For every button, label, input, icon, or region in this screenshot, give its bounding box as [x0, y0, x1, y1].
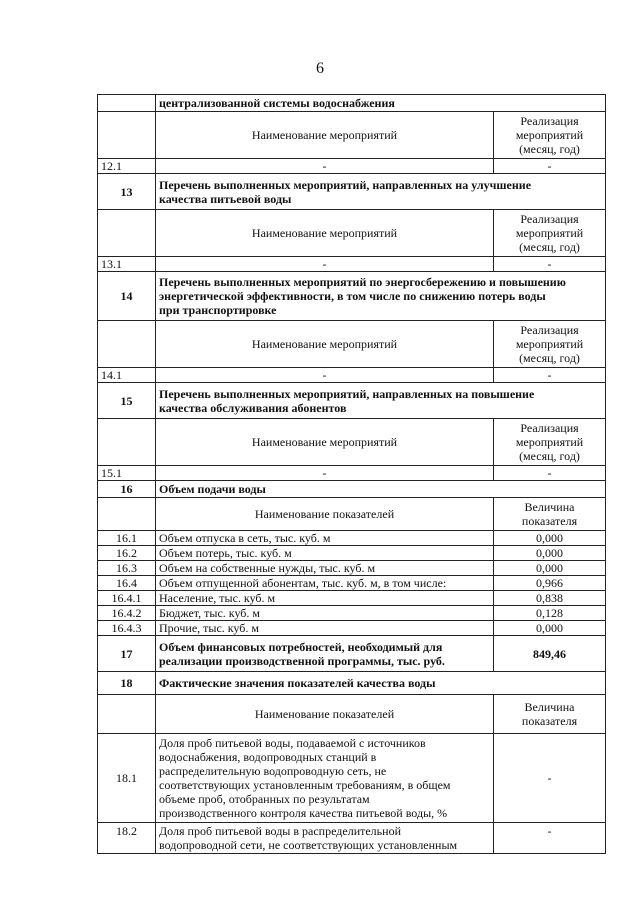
header-measures: Наименование мероприятий — [156, 321, 494, 368]
row-number: 16.2 — [98, 546, 156, 561]
dash-cell: - — [156, 368, 494, 383]
row-name: Бюджет, тыс. куб. м — [156, 606, 494, 621]
row-name: Доля проб питьевой воды в распределительной водопроводной сети, не соответствующих установленным — [156, 823, 494, 854]
row-value: 0,966 — [494, 576, 606, 591]
section-number: 16 — [98, 481, 156, 498]
dash-cell: - — [494, 734, 606, 823]
indicator-header-row — [98, 498, 606, 531]
section-title: Перечень выполненных мероприятий по энергосбережению и повышению энергетической эффективности, в том числе по снижению потерь воды при транспортировке — [156, 272, 606, 321]
row-15-1 — [98, 466, 606, 481]
row-value: 0,000 — [494, 546, 606, 561]
table-row — [98, 561, 606, 576]
section-16-title-row — [98, 481, 606, 498]
row-number: 16.4.2 — [98, 606, 156, 621]
section-13-title-row — [98, 174, 606, 210]
empty-num-cell — [98, 210, 156, 257]
row-number: 16.4.1 — [98, 591, 156, 606]
section-18-title-row — [98, 672, 606, 695]
row-value: 0,000 — [494, 561, 606, 576]
section-number: 14 — [98, 272, 156, 321]
continuation-row — [98, 95, 606, 112]
row-number: 18.2 — [98, 823, 156, 854]
row-number: 13.1 — [98, 257, 156, 272]
continuation-title: централизованной системы водоснабжения — [156, 95, 606, 112]
row-18-2 — [98, 823, 606, 854]
row-name: Прочие, тыс. куб. м — [156, 621, 494, 636]
section-number: 15 — [98, 383, 156, 419]
header-row — [98, 321, 606, 368]
table-row — [98, 606, 606, 621]
header-value: Величина показателя — [494, 498, 606, 531]
row-13-1 — [98, 257, 606, 272]
section-number: 18 — [98, 672, 156, 695]
header-realization: Реализация мероприятий (месяц, год) — [494, 419, 606, 466]
empty-num-cell — [98, 321, 156, 368]
page-number: 6 — [316, 60, 324, 77]
header-row — [98, 210, 606, 257]
row-number: 16.3 — [98, 561, 156, 576]
row-number: 15.1 — [98, 466, 156, 481]
empty-num-cell — [98, 498, 156, 531]
header-row — [98, 112, 606, 159]
section-17-row — [98, 636, 606, 672]
header-measures: Наименование мероприятий — [156, 112, 494, 159]
table-row — [98, 531, 606, 546]
dash-cell: - — [494, 368, 606, 383]
header-indicators: Наименование показателей — [156, 695, 494, 734]
indicator-header-row — [98, 695, 606, 734]
row-12-1 — [98, 159, 606, 174]
row-name: Доля проб питьевой воды, подаваемой с источников водоснабжения, водопроводных станций в распределительную водопроводную сеть, не соответствующих установленным требованиям, в общем объеме проб, отобранных по результатам производственного контроля качества питьевой воды, % — [156, 734, 494, 823]
row-value: 0,000 — [494, 531, 606, 546]
row-number: 18.1 — [98, 734, 156, 823]
header-value: Величина показателя — [494, 695, 606, 734]
section-number: 13 — [98, 174, 156, 210]
header-measures: Наименование мероприятий — [156, 419, 494, 466]
header-realization: Реализация мероприятий (месяц, год) — [494, 321, 606, 368]
row-number: 16.4.3 — [98, 621, 156, 636]
row-value: 0,000 — [494, 621, 606, 636]
table-row — [98, 546, 606, 561]
row-value: 0,838 — [494, 591, 606, 606]
section-title: Перечень выполненных мероприятий, направленных на повышение качества обслуживания абонентов — [156, 383, 606, 419]
table-row — [98, 591, 606, 606]
section-number: 17 — [98, 636, 156, 672]
table-row — [98, 576, 606, 591]
financial-value: 849,46 — [494, 636, 606, 672]
report-table — [97, 94, 606, 854]
row-number: 16.1 — [98, 531, 156, 546]
row-name: Объем на собственные нужды, тыс. куб. м — [156, 561, 494, 576]
empty-num-cell — [98, 695, 156, 734]
dash-cell: - — [494, 257, 606, 272]
section-title: Объем подачи воды — [156, 481, 606, 498]
dash-cell: - — [494, 466, 606, 481]
dash-cell: - — [156, 466, 494, 481]
empty-num-cell — [98, 112, 156, 159]
row-number: 12.1 — [98, 159, 156, 174]
section-title: Фактические значения показателей качества воды — [156, 672, 606, 695]
row-name: Объем потерь, тыс. куб. м — [156, 546, 494, 561]
row-number: 14.1 — [98, 368, 156, 383]
row-number: 16.4 — [98, 576, 156, 591]
table-row — [98, 621, 606, 636]
dash-cell: - — [494, 823, 606, 854]
row-name: Население, тыс. куб. м — [156, 591, 494, 606]
header-realization: Реализация мероприятий (месяц, год) — [494, 210, 606, 257]
dash-cell: - — [156, 159, 494, 174]
header-indicators: Наименование показателей — [156, 498, 494, 531]
dash-cell: - — [494, 159, 606, 174]
row-14-1 — [98, 368, 606, 383]
section-title: Перечень выполненных мероприятий, направленных на улучшение качества питьевой воды — [156, 174, 606, 210]
row-18-1 — [98, 734, 606, 823]
empty-num-cell — [98, 419, 156, 466]
row-value: 0,128 — [494, 606, 606, 621]
dash-cell: - — [156, 257, 494, 272]
section-title: Объем финансовых потребностей, необходимый для реализации производственной программы, тыс. руб. — [156, 636, 494, 672]
empty-num-cell — [98, 95, 156, 112]
header-realization: Реализация мероприятий (месяц, год) — [494, 112, 606, 159]
header-measures: Наименование мероприятий — [156, 210, 494, 257]
section-14-title-row — [98, 272, 606, 321]
row-name: Объем отпуска в сеть, тыс. куб. м — [156, 531, 494, 546]
row-name: Объем отпущенной абонентам, тыс. куб. м, в том числе: — [156, 576, 494, 591]
header-row — [98, 419, 606, 466]
section-15-title-row — [98, 383, 606, 419]
